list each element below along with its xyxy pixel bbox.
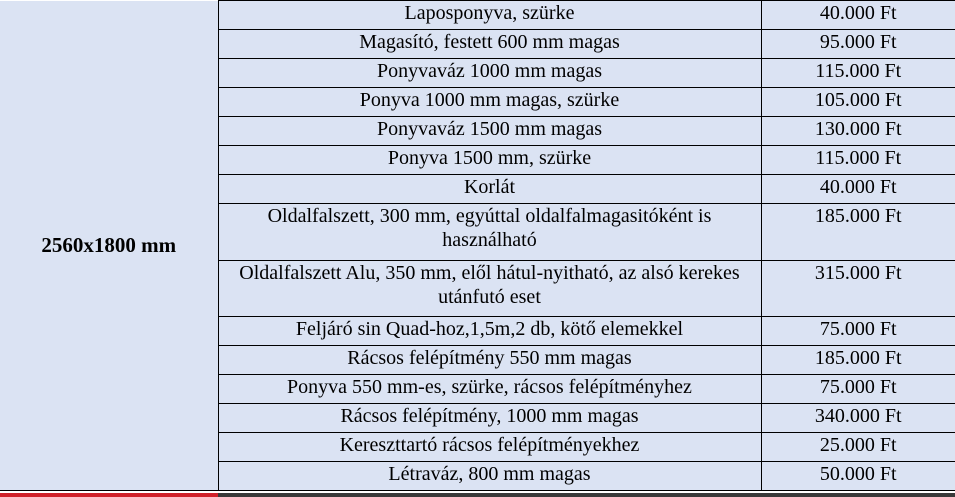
description-cell: Ponyva 550 mm-es, szürke, rácsos felépítményhez (218, 375, 761, 404)
price-cell: 95.000 Ft (761, 30, 955, 59)
price-cell: 50.000 Ft (761, 462, 955, 491)
description-cell: Ponyvaváz 1500 mm magas (218, 117, 761, 146)
price-cell: 315.000 Ft (761, 261, 955, 317)
size-cell: 2560x1800 mm (0, 1, 218, 491)
price-cell: 185.000 Ft (761, 346, 955, 375)
description-cell: Ponyva 1000 mm magas, szürke (218, 88, 761, 117)
description-cell: Feljáró sin Quad-hoz,1,5m,2 db, kötő elemekkel (218, 317, 761, 346)
price-cell: 40.000 Ft (761, 1, 955, 30)
description-cell: Rácsos felépítmény, 1000 mm magas (218, 404, 761, 433)
description-cell: Magasító, festett 600 mm magas (218, 30, 761, 59)
price-cell: 340.000 Ft (761, 404, 955, 433)
description-cell: Rácsos felépítmény 550 mm magas (218, 346, 761, 375)
table-row (0, 1, 955, 30)
description-cell: Ponyvaváz 1000 mm magas (218, 59, 761, 88)
table-bottom-border (218, 493, 955, 497)
price-cell: 115.000 Ft (761, 59, 955, 88)
description-cell: Korlát (218, 175, 761, 204)
price-cell: 115.000 Ft (761, 146, 955, 175)
price-cell: 75.000 Ft (761, 375, 955, 404)
accent-line (0, 493, 218, 497)
description-cell: Laposponyva, szürke (218, 1, 761, 30)
price-cell: 40.000 Ft (761, 175, 955, 204)
description-cell: Oldalfalszett Alu, 350 mm, elől hátul-nyitható, az alsó kerekes utánfutó eset (218, 261, 761, 317)
description-cell: Kereszttartó rácsos felépítményekhez (218, 433, 761, 462)
price-cell: 105.000 Ft (761, 88, 955, 117)
description-cell: Létraváz, 800 mm magas (218, 462, 761, 491)
bottom-divider (0, 493, 955, 497)
description-cell: Oldalfalszett, 300 mm, egyúttal oldalfalmagasitóként is használható (218, 204, 761, 261)
price-cell: 25.000 Ft (761, 433, 955, 462)
price-cell: 130.000 Ft (761, 117, 955, 146)
price-cell: 185.000 Ft (761, 204, 955, 261)
price-cell: 75.000 Ft (761, 317, 955, 346)
description-cell: Ponyva 1500 mm, szürke (218, 146, 761, 175)
